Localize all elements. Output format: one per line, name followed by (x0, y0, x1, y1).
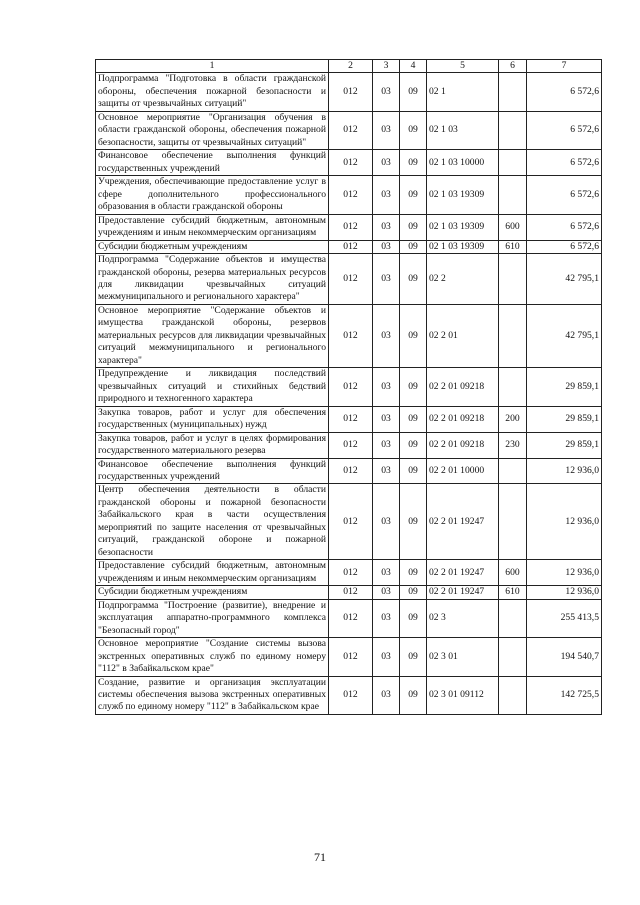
table-row (96, 240, 602, 253)
target-article-cell: 02 2 01 09218 (427, 368, 499, 406)
subsection-code-cell: 09 (400, 484, 427, 560)
target-article-cell: 02 1 03 10000 (427, 150, 499, 176)
table-header (96, 60, 602, 73)
row-name-cell: Подпрограмма "Построение (развитие), внедрение и эксплуатация аппаратно-программного комплекса "Безопасный город" (96, 599, 329, 637)
budget-table (95, 59, 602, 715)
expense-type-cell (499, 176, 527, 214)
expense-type-cell (499, 254, 527, 305)
page-number: 71 (314, 850, 326, 864)
section-code-cell: 03 (373, 214, 400, 240)
row-name-cell: Финансовое обеспечение выполнения функций государственных учреждений (96, 150, 329, 176)
ministry-code-cell: 012 (329, 599, 373, 637)
subsection-code-cell: 09 (400, 406, 427, 432)
table-row (96, 214, 602, 240)
target-article-cell: 02 1 03 19309 (427, 176, 499, 214)
row-name-cell: Подпрограмма "Подготовка в области гражданской обороны, обеспечения пожарной безопасности и защиты от чрезвычайных ситуаций" (96, 73, 329, 111)
amount-cell: 6 572,6 (527, 111, 602, 149)
section-code-cell: 03 (373, 638, 400, 676)
subsection-code-cell: 09 (400, 676, 427, 714)
ministry-code-cell: 012 (329, 214, 373, 240)
ministry-code-cell: 012 (329, 254, 373, 305)
table-row (96, 676, 602, 714)
subsection-code-cell: 09 (400, 599, 427, 637)
expense-type-cell (499, 599, 527, 637)
subsection-code-cell: 09 (400, 586, 427, 599)
section-code-cell: 03 (373, 599, 400, 637)
table-row (96, 484, 602, 560)
ministry-code-cell: 012 (329, 150, 373, 176)
ministry-code-cell: 012 (329, 560, 373, 586)
header-row (96, 60, 602, 73)
section-code-cell: 03 (373, 73, 400, 111)
header-col-3: 3 (373, 60, 400, 73)
amount-cell: 6 572,6 (527, 73, 602, 111)
section-code-cell: 03 (373, 432, 400, 458)
row-name-cell: Финансовое обеспечение выполнения функций государственных учреждений (96, 458, 329, 484)
header-col-7: 7 (527, 60, 602, 73)
expense-type-cell (499, 458, 527, 484)
amount-cell: 12 936,0 (527, 484, 602, 560)
section-code-cell: 03 (373, 560, 400, 586)
row-name-cell: Основное мероприятие "Создание системы вызова экстренных оперативных служб по единому номеру "112" в Забайкальском крае" (96, 638, 329, 676)
row-name-cell: Закупка товаров, работ и услуг в целях формирования государственного материального резерва (96, 432, 329, 458)
amount-cell: 12 936,0 (527, 586, 602, 599)
ministry-code-cell: 012 (329, 638, 373, 676)
table-row (96, 73, 602, 111)
amount-cell: 29 859,1 (527, 368, 602, 406)
ministry-code-cell: 012 (329, 458, 373, 484)
ministry-code-cell: 012 (329, 240, 373, 253)
header-col-1: 1 (96, 60, 329, 73)
table-row (96, 586, 602, 599)
amount-cell: 6 572,6 (527, 150, 602, 176)
subsection-code-cell: 09 (400, 560, 427, 586)
subsection-code-cell: 09 (400, 254, 427, 305)
row-name-cell: Центр обеспечения деятельности в области гражданской обороны и пожарной безопасности Забайкальского края в части осуществления мероприятий по защите населения от чрезвычайных ситуаций, гражданской обороне и пожарной безопасности (96, 484, 329, 560)
table-row (96, 458, 602, 484)
table-row (96, 560, 602, 586)
row-name-cell: Создание, развитие и организация эксплуатации системы обеспечения вызова экстренных оперативных служб по единому номеру "112" в Забайкальском крае (96, 676, 329, 714)
target-article-cell: 02 1 03 (427, 111, 499, 149)
expense-type-cell: 600 (499, 560, 527, 586)
section-code-cell: 03 (373, 254, 400, 305)
header-col-2: 2 (329, 60, 373, 73)
target-article-cell: 02 1 03 19309 (427, 214, 499, 240)
row-name-cell: Предоставление субсидий бюджетным, автономным учреждениям и иным некоммерческим организациям (96, 214, 329, 240)
table-row (96, 111, 602, 149)
section-code-cell: 03 (373, 304, 400, 367)
subsection-code-cell: 09 (400, 458, 427, 484)
section-code-cell: 03 (373, 176, 400, 214)
table-row (96, 176, 602, 214)
target-article-cell: 02 3 01 (427, 638, 499, 676)
header-col-6: 6 (499, 60, 527, 73)
subsection-code-cell: 09 (400, 176, 427, 214)
amount-cell: 12 936,0 (527, 458, 602, 484)
ministry-code-cell: 012 (329, 368, 373, 406)
section-code-cell: 03 (373, 484, 400, 560)
target-article-cell: 02 3 01 09112 (427, 676, 499, 714)
expense-type-cell (499, 150, 527, 176)
table-row (96, 432, 602, 458)
subsection-code-cell: 09 (400, 214, 427, 240)
amount-cell: 6 572,6 (527, 240, 602, 253)
target-article-cell: 02 2 01 19247 (427, 586, 499, 599)
amount-cell: 12 936,0 (527, 560, 602, 586)
subsection-code-cell: 09 (400, 432, 427, 458)
target-article-cell: 02 2 (427, 254, 499, 305)
table-row (96, 368, 602, 406)
expense-type-cell: 610 (499, 586, 527, 599)
header-col-5: 5 (427, 60, 499, 73)
expense-type-cell (499, 368, 527, 406)
row-name-cell: Подпрограмма "Содержание объектов и имущества гражданской обороны, резерва материальных ресурсов для ликвидации чрезвычайных ситуаций межмуниципального и регионального характера" (96, 254, 329, 305)
ministry-code-cell: 012 (329, 432, 373, 458)
amount-cell: 42 795,1 (527, 304, 602, 367)
expense-type-cell: 200 (499, 406, 527, 432)
section-code-cell: 03 (373, 458, 400, 484)
expense-type-cell (499, 676, 527, 714)
row-name-cell: Учреждения, обеспечивающие предоставление услуг в сфере дополнительного профессионального образования в области гражданской обороны (96, 176, 329, 214)
expense-type-cell: 600 (499, 214, 527, 240)
expense-type-cell: 610 (499, 240, 527, 253)
row-name-cell: Основное мероприятие "Организация обучения в области гражданской обороны, обеспечения пожарной безопасности, защиты от чрезвычайных ситуаций" (96, 111, 329, 149)
target-article-cell: 02 1 (427, 73, 499, 111)
row-name-cell: Субсидии бюджетным учреждениям (96, 240, 329, 253)
row-name-cell: Субсидии бюджетным учреждениям (96, 586, 329, 599)
subsection-code-cell: 09 (400, 150, 427, 176)
amount-cell: 42 795,1 (527, 254, 602, 305)
subsection-code-cell: 09 (400, 73, 427, 111)
ministry-code-cell: 012 (329, 73, 373, 111)
target-article-cell: 02 2 01 19247 (427, 484, 499, 560)
target-article-cell: 02 2 01 10000 (427, 458, 499, 484)
target-article-cell: 02 2 01 09218 (427, 406, 499, 432)
section-code-cell: 03 (373, 150, 400, 176)
expense-type-cell (499, 73, 527, 111)
row-name-cell: Предупреждение и ликвидация последствий чрезвычайных ситуаций и стихийных бедствий природного и техногенного характера (96, 368, 329, 406)
subsection-code-cell: 09 (400, 304, 427, 367)
row-name-cell: Основное мероприятие "Содержание объектов и имущества гражданской обороны, резервов материальных ресурсов для ликвидации чрезвычайных ситуаций межмуниципального и регионального характера" (96, 304, 329, 367)
target-article-cell: 02 1 03 19309 (427, 240, 499, 253)
target-article-cell: 02 3 (427, 599, 499, 637)
section-code-cell: 03 (373, 240, 400, 253)
ministry-code-cell: 012 (329, 586, 373, 599)
amount-cell: 6 572,6 (527, 214, 602, 240)
subsection-code-cell: 09 (400, 111, 427, 149)
table-body (96, 73, 602, 714)
row-name-cell: Предоставление субсидий бюджетным, автономным учреждениям и иным некоммерческим организациям (96, 560, 329, 586)
expense-type-cell: 230 (499, 432, 527, 458)
table-row (96, 150, 602, 176)
row-name-cell: Закупка товаров, работ и услуг для обеспечения государственных (муниципальных) нужд (96, 406, 329, 432)
subsection-code-cell: 09 (400, 368, 427, 406)
expense-type-cell (499, 111, 527, 149)
amount-cell: 6 572,6 (527, 176, 602, 214)
section-code-cell: 03 (373, 111, 400, 149)
amount-cell: 29 859,1 (527, 432, 602, 458)
expense-type-cell (499, 304, 527, 367)
target-article-cell: 02 2 01 09218 (427, 432, 499, 458)
target-article-cell: 02 2 01 19247 (427, 560, 499, 586)
expense-type-cell (499, 484, 527, 560)
section-code-cell: 03 (373, 676, 400, 714)
header-col-4: 4 (400, 60, 427, 73)
table-row (96, 406, 602, 432)
table-row (96, 304, 602, 367)
amount-cell: 29 859,1 (527, 406, 602, 432)
subsection-code-cell: 09 (400, 638, 427, 676)
target-article-cell: 02 2 01 (427, 304, 499, 367)
subsection-code-cell: 09 (400, 240, 427, 253)
ministry-code-cell: 012 (329, 111, 373, 149)
ministry-code-cell: 012 (329, 176, 373, 214)
ministry-code-cell: 012 (329, 484, 373, 560)
expense-type-cell (499, 638, 527, 676)
ministry-code-cell: 012 (329, 676, 373, 714)
ministry-code-cell: 012 (329, 406, 373, 432)
ministry-code-cell: 012 (329, 304, 373, 367)
amount-cell: 142 725,5 (527, 676, 602, 714)
amount-cell: 255 413,5 (527, 599, 602, 637)
section-code-cell: 03 (373, 586, 400, 599)
table-row (96, 254, 602, 305)
table-row (96, 599, 602, 637)
amount-cell: 194 540,7 (527, 638, 602, 676)
table-row (96, 638, 602, 676)
section-code-cell: 03 (373, 406, 400, 432)
section-code-cell: 03 (373, 368, 400, 406)
